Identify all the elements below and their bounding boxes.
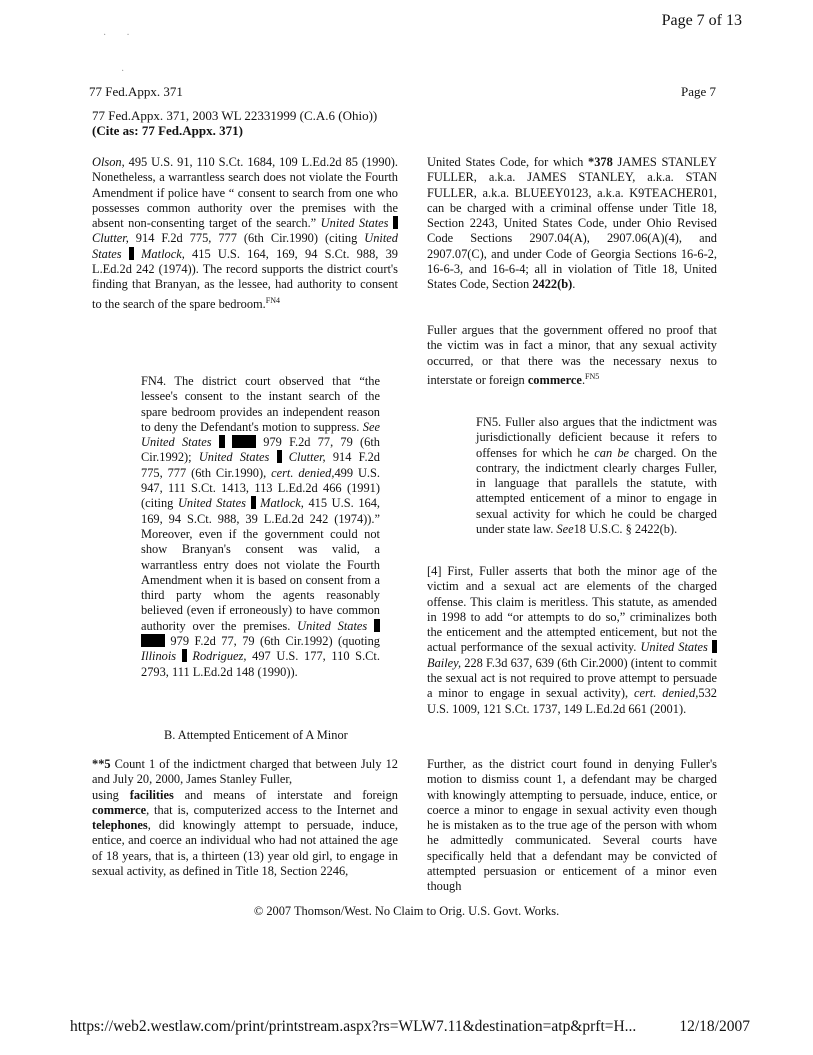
text: . xyxy=(572,277,576,292)
text: 499 U.S. 947, 111 S.Ct. 1413, 113 L.Ed.2d 466 (1991) (citing xyxy=(141,465,381,511)
star-page: *378 xyxy=(588,155,613,169)
footnote-5 xyxy=(476,415,717,537)
case-name: cert. denied, xyxy=(271,465,335,480)
left-paragraph-2 xyxy=(92,757,398,788)
term: 2422(b) xyxy=(532,277,573,292)
text: 415 U.S. 164, 169, 94 S.Ct. 988, 39 L.Ed.2d 242 (1974)). The record supports the district court's finding that Branyan, as the lessee, had authority to consent to the search of the spare bedroom. xyxy=(92,246,398,311)
case-name: United States xyxy=(92,231,398,261)
text: . xyxy=(581,373,586,388)
footnote-ref[interactable]: FN4 xyxy=(265,295,280,305)
text: 495 U.S. 91, 110 S.Ct. 1684, 109 L.Ed.2d 85 (1990). Nonetheless, a warrantless search does not violate the Fourth Amendment if police have “ consent to search from one who possesses common authority over the premises with the absent non-consenting target of the search.” xyxy=(92,155,398,231)
section-heading: B. Attempted Enticement of A Minor xyxy=(164,728,348,742)
footnote-4 xyxy=(141,374,380,680)
term: commerce xyxy=(92,802,147,817)
case-name: See United States xyxy=(141,419,380,450)
redaction-bar xyxy=(251,496,256,509)
text: 532 U.S. 1009, 121 S.Ct. 1737, 149 L.Ed.2d 661 (2001). xyxy=(427,686,717,716)
left-column xyxy=(92,155,398,312)
text: JAMES STANLEY FULLER, a.k.a. JAMES STANLEY, a.k.a. STAN FULLER, a.k.a. BLUEEY0123, a.k.a. K9TEACHER01, can be charged with a criminal offense under Title 18, Section 2243, United States Code, under Ohio Revised Code Sections 2907.04(A), 2907.06(A)(4), and 2907.07(C), and under Code of Georgia Sections 16-6-2, 16-6-3, and 16-6-4; all in violation of Title 18, United States Code, Section xyxy=(427,155,717,292)
text: charged. On the contrary, the indictment clearly charges Fuller, in language that parallels the statute, with attempted enticement of a minor to engage in sexual activity for which he could be charged under state law. xyxy=(476,445,717,537)
print-footer xyxy=(70,1018,750,1036)
text: 979 F.2d 77, 79 (6th Cir.1992) (quoting xyxy=(165,634,380,649)
page-counter: Page 7 of 13 xyxy=(661,12,742,29)
right-paragraph-3 xyxy=(427,564,717,717)
redaction-bar xyxy=(129,247,134,260)
right-paragraph-4: Further, as the district court found in denying Fuller's motion to dismiss count 1, a defendant may be charged with knowingly attempting to persuade, induce, entice, or coerce a minor to engage in sexual activity even though he is mistaken as to the true age of the person with whom he admittedly communicated. Several courts have specifically held that a defendant may be convicted of attempted persuasion or enticement of a minor even though xyxy=(427,757,717,894)
case-name: United States xyxy=(640,640,708,655)
term: commerce xyxy=(527,373,582,388)
text: Fuller argues that the government offered no proof that the victim was in fact a minor, that any sexual activity occurred, or that there was the necessary nexus to interstate or foreign xyxy=(427,323,717,388)
source-url[interactable]: https://web2.westlaw.com/print/printstream.aspx?rs=WLW7.11&destination=atp&prft=H... xyxy=(70,1018,637,1035)
footnote-ref[interactable]: FN5 xyxy=(585,371,600,381)
right-column xyxy=(427,155,717,293)
text: , that is, computerized access to the Internet and xyxy=(146,802,398,817)
redaction-bar xyxy=(712,640,717,653)
case-name: Bailey, xyxy=(427,655,462,670)
case-name: Rodriguez, xyxy=(192,649,247,664)
text: Count 1 of the indictment charged that between July 12 and July 20, 2000, James Stanley Fuller, xyxy=(92,757,398,787)
case-name: Clutter, xyxy=(92,231,129,246)
print-date: 12/18/2007 xyxy=(679,1018,750,1035)
text: FN4. The district court observed that “the lessee's consent to the instant search of the spare bedroom provides an independent reason to deny the Defendant's motion to suppress. xyxy=(141,374,380,434)
case-name: United States xyxy=(297,618,368,633)
case-name: Olson, xyxy=(92,155,125,169)
scan-speck: · xyxy=(121,66,125,77)
emphasis: See xyxy=(556,522,574,537)
case-name: cert. denied, xyxy=(633,686,699,701)
copyright-notice: © 2007 Thomson/West. No Claim to Orig. U.S. Govt. Works. xyxy=(253,904,560,918)
redaction-bar xyxy=(374,619,380,632)
case-name: Illinois xyxy=(141,649,177,664)
redaction-bar xyxy=(393,216,398,229)
redaction-bar xyxy=(182,649,187,662)
text: , did knowingly attempt to persuade, induce, entice, and coerce an individual who had not attained the age of 18 years, that is, a thirteen (13) year old girl, to engage in sexual activity, as defined in Title 18, Section 2246, xyxy=(92,818,398,879)
indictment-quote xyxy=(92,788,398,880)
emphasis: can be xyxy=(594,445,630,460)
left-column-lower xyxy=(92,757,398,879)
left-paragraph-1 xyxy=(92,155,398,312)
redaction-bar xyxy=(141,634,165,647)
citation-short: 77 Fed.Appx. 371 xyxy=(89,84,183,99)
text: 914 F.2d 775, 777 (6th Cir.1990), xyxy=(141,450,381,480)
case-name: United States xyxy=(198,450,270,465)
case-name: United States xyxy=(320,216,389,231)
text: United States Code, for which xyxy=(427,155,589,169)
right-paragraph-1 xyxy=(427,155,717,293)
citation-full: 77 Fed.Appx. 371, 2003 WL 22331999 (C.A.6 (Ohio)) xyxy=(92,108,378,123)
text: 18 U.S.C. § 2422(b). xyxy=(573,522,678,537)
text: using xyxy=(92,787,130,802)
term: facilities xyxy=(129,787,174,802)
right-paragraph-2 xyxy=(427,323,717,388)
star-page: **5 xyxy=(92,757,111,771)
page-label: Page 7 xyxy=(680,84,716,99)
text: [4] First, Fuller asserts that both the minor age of the victim and a sexual act are elements of the charged offense. This claim is meritless. This statute, as amended in 1998 to add “or attempts to do so,” criminalizes both the enticement and the attempted enticement, but not the actual performance of the sexual activity. xyxy=(427,564,717,655)
text: 979 F.2d 77, 79 (6th Cir.1992); xyxy=(141,435,380,465)
term: telephones xyxy=(92,818,148,833)
text: 914 F.2d 775, 777 (6th Cir.1990) (citing xyxy=(128,231,365,246)
cite-as: (Cite as: 77 Fed.Appx. 371) xyxy=(92,123,243,138)
text: 415 U.S. 164, 169, 94 S.Ct. 988, 39 L.Ed.2d 242 (1974)).” Moreover, even if the government could not show Branyan's consent was valid, a warrantless entry does not violate the Fourth Amendment when it is based on consent from a third party whom the agents reasonably believed (even if erroneously) to have common authority over the premises. xyxy=(141,496,380,633)
redaction-bar xyxy=(219,435,225,448)
case-name: Matlock, xyxy=(141,246,185,261)
case-name: United States xyxy=(177,496,246,511)
scan-speck: · · xyxy=(103,30,130,41)
text: 497 U.S. 177, 110 S.Ct. 2793, 111 L.Ed.2d 148 (1990)). xyxy=(141,649,380,679)
text: 228 F.3d 637, 639 (6th Cir.2000) (intent to commit the sexual act is not required to prove attempt to persuade a minor to engage in sexual activity), xyxy=(427,655,717,701)
text: FN5. Fuller also argues that the indictment was jurisdictionally deficient because it refers to offenses for which he xyxy=(476,415,717,460)
redaction-bar xyxy=(277,450,282,463)
case-name: Matlock, xyxy=(260,496,304,511)
text: and means of interstate and foreign xyxy=(173,787,398,802)
case-name: Clutter, xyxy=(288,450,326,465)
redaction-bar xyxy=(232,435,256,448)
